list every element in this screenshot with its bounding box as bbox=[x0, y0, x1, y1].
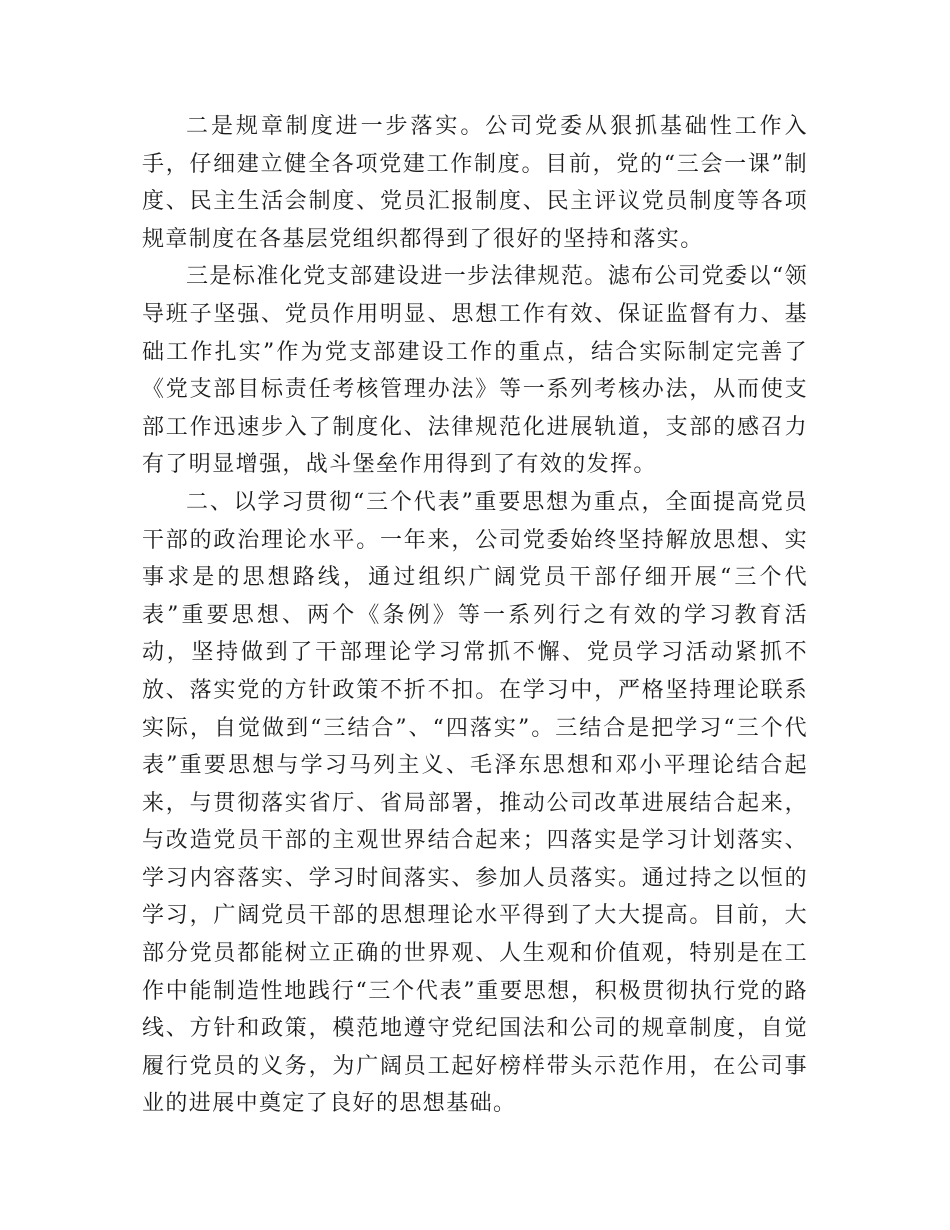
paragraph-rules-implementation: 二是规章制度进一步落实。公司党委从狠抓基础性工作入手，仔细建立健全各项党建工作制度。目前，党的“三会一课”制度、民主生活会制度、党员汇报制度、民主评议党员制度等各项规章制度在各基层党组织都得到了很好的坚持和落实。 bbox=[142, 114, 808, 252]
document-body bbox=[142, 108, 808, 1123]
paragraph-theory-study: 二、以学习贯彻“三个代表”重要思想为重点，全面提高党员干部的政治理论水平。一年来，公司党委始终坚持解放思想、实事求是的思想路线，通过组织广阔党员干部仔细开展“三个代表”重要思想、两个《条例》等一系列行之有效的学习教育活动，坚持做到了干部理论学习常抓不懈、党员学习活动紧抓不放、落实党的方针政策不折不扣。在学习中，严格坚持理论联系实际，自觉做到“三结合”、“四落实”。三结合是把学习“三个代表”重要思想与学习马列主义、毛泽东思想和邓小平理论结合起来，与贯彻落实省厅、省局部署，推动公司改革进展结合起来，与改造党员干部的主观世界结合起来；四落实是学习计划落实、学习内容落实、学习时间落实、参加人员落实。通过持之以恒的学习，广阔党员干部的思想理论水平得到了大大提高。目前，大部分党员都能树立正确的世界观、人生观和价值观，特别是在工作中能制造性地践行“三个代表”重要思想，积极贯彻执行党的路线、方针和政策，模范地遵守党纪国法和公司的规章制度，自觉履行党员的义务，为广阔员工起好榜样带头示范作用，在公司事业的进展中奠定了良好的思想基础。 bbox=[142, 489, 808, 1117]
paragraph-branch-standardization: 三是标准化党支部建设进一步法律规范。滤布公司党委以“领导班子坚强、党员作用明显、思想工作有效、保证监督有力、基础工作扎实”作为党支部建设工作的重点，结合实际制定完善了《党支部目标责任考核管理办法》等一系列考核办法，从而使支部工作迅速步入了制度化、法律规范化进展轨道，支部的感召力有了明显增强，战斗堡垒作用得到了有效的发挥。 bbox=[142, 264, 808, 478]
